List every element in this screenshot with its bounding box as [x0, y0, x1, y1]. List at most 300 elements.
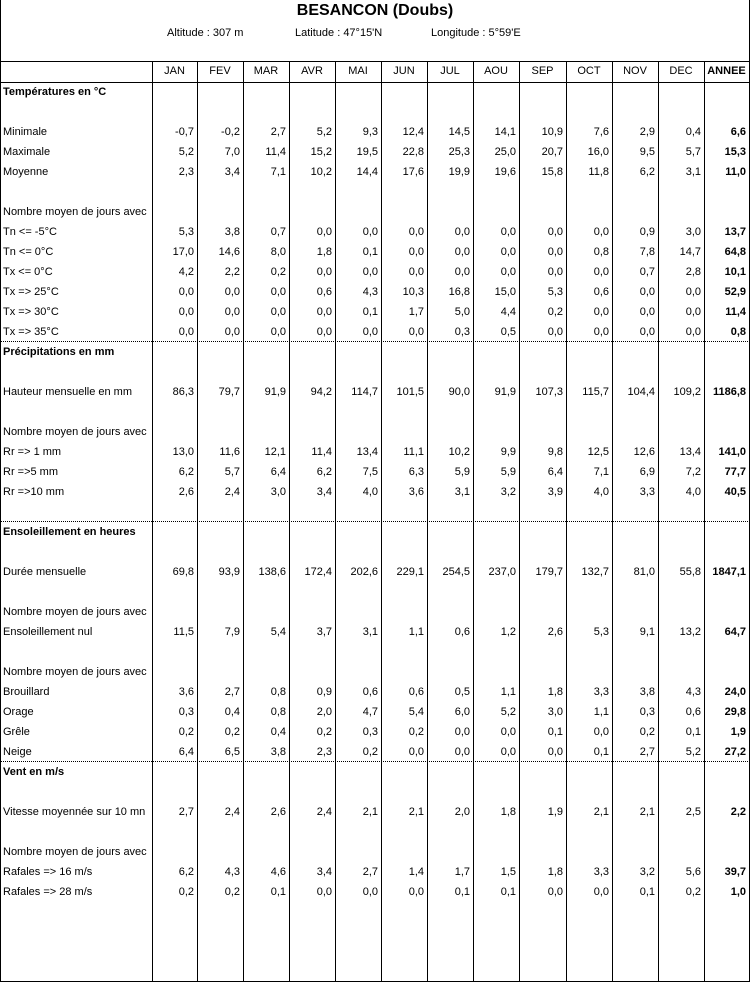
row-label: Hauteur mensuelle en mm	[3, 386, 133, 398]
month-cell: 3,2	[500, 486, 516, 498]
annual-cell: 11,4	[725, 306, 746, 318]
month-cell: 0,4	[270, 726, 286, 738]
month-cell: 15,0	[494, 286, 516, 298]
annual-cell: 27,2	[724, 746, 746, 758]
month-cell: 0,7	[639, 266, 655, 278]
table-row	[0, 322, 750, 342]
month-cell: 90,0	[448, 386, 470, 398]
month-cell: 0,6	[685, 706, 701, 718]
month-cell: 0,0	[270, 326, 286, 338]
row-label: Tn <= 0°C	[3, 246, 54, 258]
row-label: Nombre moyen de jours avec	[3, 206, 147, 218]
table-row	[0, 222, 750, 242]
month-cell: 7,1	[270, 166, 286, 178]
month-cell: 0,0	[593, 306, 609, 318]
month-cell: 7,8	[639, 246, 655, 258]
table-row	[0, 122, 750, 142]
row-label: Nombre moyen de jours avec	[3, 846, 147, 858]
month-cell: 14,7	[679, 246, 701, 258]
month-cell: 6,2	[639, 166, 655, 178]
month-cell: 19,9	[448, 166, 470, 178]
month-cell: 11,1	[403, 446, 424, 458]
month-cell: 114,7	[351, 386, 378, 398]
table-row	[0, 702, 750, 722]
month-cell: 11,4	[311, 446, 332, 458]
month-cell: 4,3	[362, 286, 378, 298]
month-cell: 22,8	[402, 146, 424, 158]
month-cell: 2,9	[639, 126, 655, 138]
month-cell: 2,6	[270, 806, 286, 818]
month-cell: 0,6	[454, 626, 470, 638]
month-cell: 0,2	[316, 726, 332, 738]
month-cell: 3,0	[270, 486, 286, 498]
month-cell: 0,0	[408, 266, 424, 278]
month-cell: 0,0	[408, 246, 424, 258]
month-cell: 15,2	[310, 146, 332, 158]
month-cell: 0,0	[316, 266, 332, 278]
month-cell: 4,6	[270, 866, 286, 878]
annual-cell: 10,1	[724, 266, 746, 278]
month-cell: 14,5	[448, 126, 470, 138]
month-cell: 91,9	[264, 386, 286, 398]
month-cell: -0,2	[221, 126, 240, 138]
month-cell: 0,0	[593, 886, 609, 898]
month-cell: 101,5	[396, 386, 424, 398]
row-label: Maximale	[3, 146, 51, 158]
month-cell: 172,4	[304, 566, 332, 578]
month-cell: 0,0	[547, 326, 563, 338]
table-row	[0, 762, 750, 782]
month-cell: 86,3	[172, 386, 194, 398]
row-label: Nombre moyen de jours avec	[3, 606, 147, 618]
month-cell: 2,6	[178, 486, 194, 498]
row-label: Moyenne	[3, 166, 49, 178]
month-cell: 109,2	[673, 386, 701, 398]
annual-cell: 64,8	[724, 246, 746, 258]
table-row	[0, 802, 750, 822]
month-cell: 15,8	[541, 166, 563, 178]
month-cell: 0,1	[639, 886, 655, 898]
row-label: Ensoleillement nul	[3, 626, 93, 638]
month-cell: 11,6	[219, 446, 240, 458]
month-cell: 1,8	[547, 866, 563, 878]
row-label: Rafales => 16 m/s	[3, 866, 93, 878]
row-label: Neige	[3, 746, 32, 758]
month-cell: 11,4	[265, 146, 286, 158]
table-row	[0, 602, 750, 622]
month-cell: 16,8	[448, 286, 470, 298]
table-row	[0, 562, 750, 582]
month-cell: 0,5	[500, 326, 516, 338]
month-cell: 14,1	[494, 126, 516, 138]
month-cell: 1,8	[500, 806, 516, 818]
month-cell: 3,8	[639, 686, 655, 698]
month-cell: 237,0	[488, 566, 516, 578]
month-cell: 13,0	[172, 446, 194, 458]
table-row	[0, 162, 750, 182]
month-cell: 8,0	[270, 246, 286, 258]
month-cell: 7,2	[685, 466, 701, 478]
month-cell: 1,1	[500, 686, 516, 698]
table-row	[0, 142, 750, 162]
month-cell: 1,7	[454, 866, 470, 878]
month-cell: 0,1	[454, 886, 470, 898]
month-cell: 0,8	[270, 686, 286, 698]
month-cell: 4,2	[178, 266, 194, 278]
month-cell: 0,0	[593, 226, 609, 238]
table-row	[0, 382, 750, 402]
month-cell: 3,3	[593, 686, 609, 698]
month-cell: 0,0	[454, 266, 470, 278]
table-row	[0, 462, 750, 482]
month-cell: 0,4	[685, 126, 701, 138]
column-header: FEV	[209, 65, 231, 77]
month-cell: 6,2	[178, 466, 194, 478]
column-header: JUN	[393, 65, 415, 77]
month-cell: 10,3	[402, 286, 424, 298]
month-cell: 4,7	[362, 706, 378, 718]
month-cell: 2,4	[316, 806, 332, 818]
row-label: Nombre moyen de jours avec	[3, 426, 147, 438]
month-cell: 5,7	[685, 146, 701, 158]
month-cell: 5,4	[270, 626, 286, 638]
month-cell: 0,0	[639, 326, 655, 338]
month-cell: 91,9	[494, 386, 516, 398]
month-cell: 1,4	[408, 866, 424, 878]
month-cell: 13,2	[679, 626, 701, 638]
month-cell: 0,2	[639, 726, 655, 738]
month-cell: 0,0	[270, 306, 286, 318]
month-cell: 0,0	[408, 746, 424, 758]
table-row	[0, 302, 750, 322]
month-cell: 2,5	[685, 806, 701, 818]
month-cell: 132,7	[581, 566, 609, 578]
annual-cell: 0,8	[730, 326, 746, 338]
section-heading: Ensoleillement en heures	[3, 526, 136, 538]
month-cell: 2,4	[224, 486, 240, 498]
month-cell: 3,6	[408, 486, 424, 498]
month-cell: 0,2	[224, 726, 240, 738]
month-cell: 6,0	[454, 706, 470, 718]
month-cell: 5,7	[224, 466, 240, 478]
month-cell: 79,7	[218, 386, 240, 398]
row-label: Orage	[3, 706, 34, 718]
month-cell: 2,0	[454, 806, 470, 818]
table-row	[0, 262, 750, 282]
month-cell: 3,4	[316, 866, 332, 878]
month-cell: 0,0	[316, 886, 332, 898]
month-cell: 0,0	[454, 246, 470, 258]
column-header: MAI	[348, 65, 368, 77]
month-cell: 229,1	[396, 566, 424, 578]
row-label: Tn <= -5°C	[3, 226, 57, 238]
month-cell: 0,0	[454, 746, 470, 758]
row-label: Durée mensuelle	[3, 566, 87, 578]
table-row	[0, 282, 750, 302]
month-cell: 3,1	[685, 166, 701, 178]
month-cell: 12,5	[587, 446, 609, 458]
annual-cell: 1,0	[730, 886, 746, 898]
month-cell: 10,2	[310, 166, 332, 178]
month-cell: 0,0	[408, 226, 424, 238]
month-cell: 0,2	[408, 726, 424, 738]
month-cell: 5,2	[316, 126, 332, 138]
month-cell: 0,1	[593, 746, 609, 758]
section-heading: Précipitations en mm	[3, 346, 115, 358]
column-header: AVR	[301, 65, 323, 77]
month-cell: 0,1	[500, 886, 516, 898]
row-label: Rr =>5 mm	[3, 466, 59, 478]
annual-cell: 40,5	[724, 486, 746, 498]
month-cell: 2,7	[639, 746, 655, 758]
month-cell: 2,1	[362, 806, 378, 818]
month-cell: 0,0	[362, 266, 378, 278]
column-header: DEC	[669, 65, 693, 77]
month-cell: 115,7	[582, 386, 609, 398]
month-cell: 0,0	[224, 286, 240, 298]
table-row	[0, 442, 750, 462]
month-cell: 11,8	[588, 166, 609, 178]
column-header: NOV	[623, 65, 647, 77]
row-label: Minimale	[3, 126, 48, 138]
annual-cell: 2,2	[730, 806, 746, 818]
month-cell: 3,7	[316, 626, 332, 638]
month-cell: 0,0	[639, 286, 655, 298]
month-cell: 0,4	[224, 706, 240, 718]
month-cell: 179,7	[535, 566, 563, 578]
month-cell: 3,8	[270, 746, 286, 758]
month-cell: 0,2	[362, 746, 378, 758]
month-cell: 6,3	[408, 466, 424, 478]
row-label: Tx => 35°C	[3, 326, 59, 338]
month-cell: 0,0	[685, 286, 701, 298]
month-cell: 0,0	[454, 726, 470, 738]
month-cell: 17,6	[402, 166, 424, 178]
month-cell: 11,5	[173, 626, 194, 638]
row-label: Tx <= 0°C	[3, 266, 53, 278]
month-cell: 0,7	[270, 226, 286, 238]
month-cell: 20,7	[541, 146, 563, 158]
month-cell: 2,2	[224, 266, 240, 278]
month-cell: 1,7	[408, 306, 424, 318]
month-cell: 6,4	[270, 466, 286, 478]
month-cell: 7,1	[593, 466, 609, 478]
month-cell: 16,0	[587, 146, 609, 158]
month-cell: 14,6	[218, 246, 240, 258]
table-row	[0, 522, 750, 542]
month-cell: 0,0	[408, 886, 424, 898]
table-row	[0, 682, 750, 702]
month-cell: 0,0	[316, 226, 332, 238]
month-cell: 0,0	[639, 306, 655, 318]
month-cell: 6,2	[178, 866, 194, 878]
month-cell: 2,3	[178, 166, 194, 178]
table-row	[0, 202, 750, 222]
month-cell: 81,0	[633, 566, 655, 578]
month-cell: 202,6	[350, 566, 378, 578]
month-cell: 2,1	[408, 806, 424, 818]
month-cell: 0,5	[454, 686, 470, 698]
month-cell: 0,9	[639, 226, 655, 238]
month-cell: 3,2	[639, 866, 655, 878]
column-header: JUL	[440, 65, 460, 77]
month-cell: 0,0	[500, 726, 516, 738]
table-row	[0, 842, 750, 862]
month-cell: 69,8	[172, 566, 194, 578]
month-cell: 6,9	[639, 466, 655, 478]
row-label: Vitesse moyennée sur 10 mn	[3, 806, 146, 818]
section-heading: Vent en m/s	[3, 766, 65, 778]
month-cell: 0,0	[408, 326, 424, 338]
month-cell: 12,1	[264, 446, 286, 458]
month-cell: 4,0	[593, 486, 609, 498]
month-cell: 13,4	[356, 446, 378, 458]
month-cell: 5,2	[500, 706, 516, 718]
month-cell: 19,5	[356, 146, 378, 158]
month-cell: 254,5	[442, 566, 470, 578]
month-cell: 0,8	[593, 246, 609, 258]
page-title: BESANCON (Doubs)	[296, 2, 454, 19]
row-label: Brouillard	[3, 686, 50, 698]
month-cell: 5,2	[685, 746, 701, 758]
annual-cell: 1,9	[730, 726, 746, 738]
month-cell: 0,2	[685, 886, 701, 898]
month-cell: 6,5	[224, 746, 240, 758]
annual-cell: 1186,8	[712, 386, 746, 398]
month-cell: 7,6	[593, 126, 609, 138]
month-cell: 9,1	[639, 626, 655, 638]
month-cell: 1,8	[547, 686, 563, 698]
month-cell: 0,2	[270, 266, 286, 278]
month-cell: 0,0	[593, 726, 609, 738]
month-cell: 138,6	[258, 566, 286, 578]
month-cell: 0,1	[362, 246, 378, 258]
month-cell: 0,0	[547, 266, 563, 278]
month-cell: -0,7	[175, 126, 194, 138]
month-cell: 1,8	[316, 246, 332, 258]
table-row	[0, 82, 750, 102]
month-cell: 0,0	[547, 246, 563, 258]
month-cell: 2,3	[316, 746, 332, 758]
month-cell: 5,9	[500, 466, 516, 478]
month-cell: 9,9	[500, 446, 516, 458]
annual-cell: 1847,1	[712, 566, 746, 578]
month-cell: 0,0	[547, 746, 563, 758]
row-label: Rr =>10 mm	[3, 486, 65, 498]
month-cell: 0,0	[500, 246, 516, 258]
month-cell: 0,1	[362, 306, 378, 318]
annual-cell: 39,7	[724, 866, 746, 878]
month-cell: 5,3	[178, 226, 194, 238]
month-cell: 1,9	[547, 806, 563, 818]
month-cell: 0,0	[316, 326, 332, 338]
month-cell: 0,2	[224, 886, 240, 898]
month-cell: 3,4	[316, 486, 332, 498]
annual-cell: 64,7	[724, 626, 746, 638]
row-label: Nombre moyen de jours avec	[3, 666, 147, 678]
month-cell: 7,5	[362, 466, 378, 478]
annual-cell: 77,7	[724, 466, 746, 478]
month-cell: 0,0	[224, 326, 240, 338]
month-cell: 13,4	[679, 446, 701, 458]
annual-cell: 6,6	[730, 126, 746, 138]
month-cell: 12,4	[402, 126, 424, 138]
month-cell: 0,0	[500, 266, 516, 278]
month-cell: 3,3	[639, 486, 655, 498]
month-cell: 2,7	[362, 866, 378, 878]
month-cell: 0,2	[178, 726, 194, 738]
month-cell: 1,2	[500, 626, 516, 638]
month-cell: 0,6	[316, 286, 332, 298]
month-cell: 12,6	[633, 446, 655, 458]
month-cell: 0,0	[362, 886, 378, 898]
annual-cell: 11,0	[725, 166, 746, 178]
month-cell: 10,2	[448, 446, 470, 458]
table-row	[0, 482, 750, 502]
column-header: AOU	[484, 65, 508, 77]
month-cell: 0,0	[178, 306, 194, 318]
month-cell: 0,0	[500, 226, 516, 238]
month-cell: 0,1	[685, 726, 701, 738]
month-cell: 0,8	[270, 706, 286, 718]
month-cell: 3,6	[178, 686, 194, 698]
annual-cell: 141,0	[718, 446, 746, 458]
month-cell: 4,0	[362, 486, 378, 498]
month-cell: 3,8	[224, 226, 240, 238]
month-cell: 3,0	[685, 226, 701, 238]
month-cell: 0,1	[547, 726, 563, 738]
month-cell: 3,1	[454, 486, 470, 498]
month-cell: 0,3	[362, 726, 378, 738]
month-cell: 5,3	[547, 286, 563, 298]
month-cell: 0,0	[178, 326, 194, 338]
month-cell: 94,2	[310, 386, 332, 398]
month-cell: 9,5	[639, 146, 655, 158]
month-cell: 14,4	[356, 166, 378, 178]
month-cell: 0,0	[685, 306, 701, 318]
section-heading: Températures en °C	[3, 86, 107, 98]
column-header: MAR	[253, 65, 279, 77]
month-cell: 0,0	[454, 226, 470, 238]
month-cell: 0,0	[547, 226, 563, 238]
month-cell: 5,9	[454, 466, 470, 478]
month-cell: 3,3	[593, 866, 609, 878]
row-label: Tx => 30°C	[3, 306, 59, 318]
month-cell: 0,0	[362, 226, 378, 238]
month-cell: 25,3	[448, 146, 470, 158]
table-row	[0, 862, 750, 882]
row-label: Rafales => 28 m/s	[3, 886, 93, 898]
month-cell: 7,9	[224, 626, 240, 638]
month-cell: 55,8	[679, 566, 701, 578]
month-cell: 0,3	[178, 706, 194, 718]
month-cell: 2,1	[593, 806, 609, 818]
annual-cell: 15,3	[724, 146, 746, 158]
month-cell: 0,0	[547, 886, 563, 898]
month-cell: 3,0	[547, 706, 563, 718]
month-cell: 17,0	[172, 246, 194, 258]
row-label: Rr => 1 mm	[3, 446, 62, 458]
latitude-text: Latitude : 47°15'N	[295, 27, 383, 39]
month-cell: 25,0	[494, 146, 516, 158]
annual-cell: 52,9	[724, 286, 746, 298]
month-cell: 0,6	[408, 686, 424, 698]
table-row	[0, 622, 750, 642]
month-cell: 3,1	[362, 626, 378, 638]
month-cell: 19,6	[494, 166, 516, 178]
month-cell: 2,4	[224, 806, 240, 818]
annual-cell: 24,0	[724, 686, 746, 698]
